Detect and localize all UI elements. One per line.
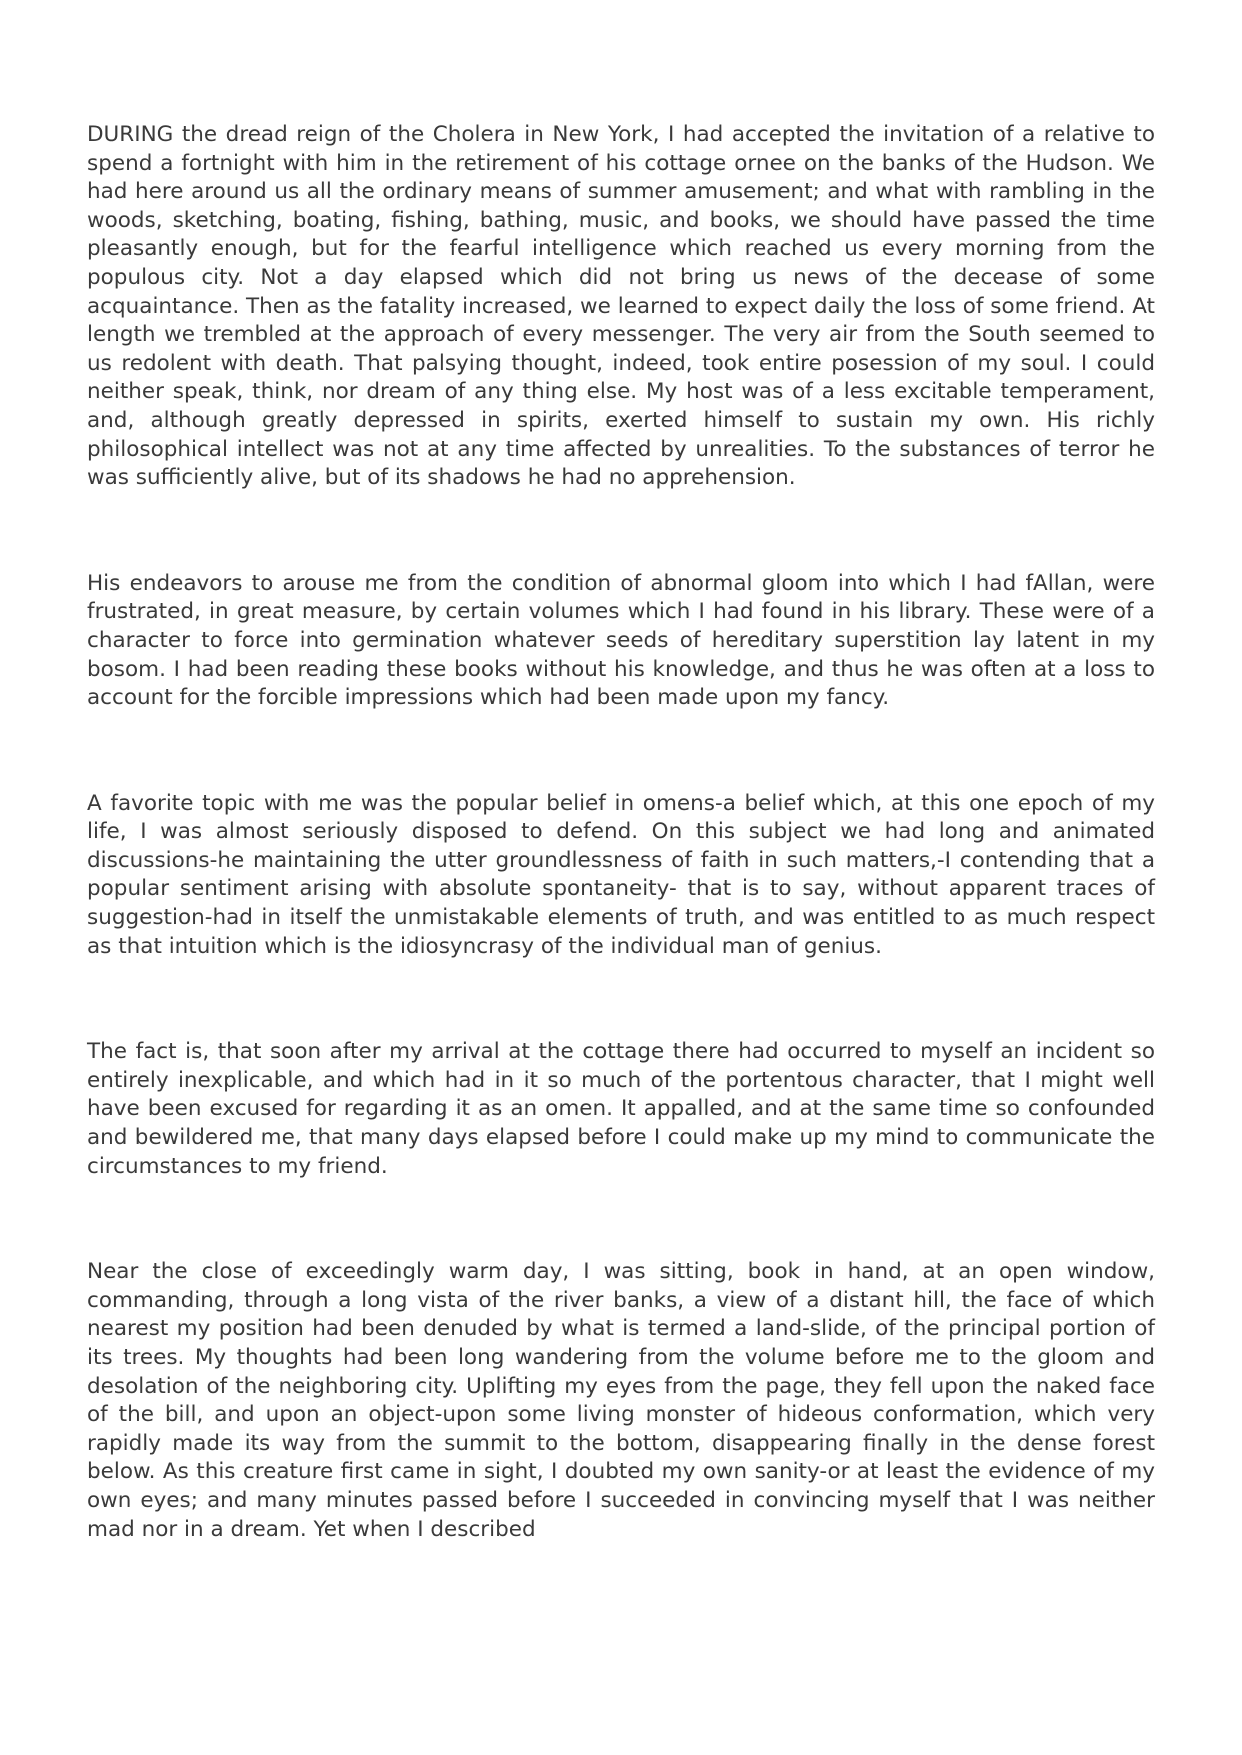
paragraph-5: Near the close of exceedingly warm day, I was sitting, book in hand, at an open window, commanding, through a long vista of the river banks, a view of a distant hill, the face of which nearest my position had been denuded by what is termed a land-slide, of the principal portion of its trees. My thoughts had been long wandering from the volume before me to the gloom and desolation of the neighboring city. Uplifting my eyes from the page, they fell upon the naked face of the bill, and upon an object-upon some living monster of hideous conformation, which very rapidly made its way from the summit to the bottom, disappearing finally in the dense forest below. As this creature first came in sight, I doubted my own sanity-or at least the evidence of my own eyes; and many minutes passed before I succeeded in convincing myself that I was neither mad nor in a dream. Yet when I described <box>87 1259 1155 1542</box>
paragraph-gap <box>87 961 1155 1038</box>
paragraph-gap <box>87 713 1155 790</box>
paragraph-1: DURING the dread reign of the Cholera in New York, I had accepted the invitation of a relative to spend a fortnight with him in the retirement of his cottage ornee on the banks of the Hudson. We had here around us all the ordinary means of summer amusement; and what with rambling in the woods, sketching, boating, fishing, bathing, music, and books, we should have passed the time pleasantly enough, but for the fearful intelligence which reached us every morning from the populous city. Not a day elapsed which did not bring us news of the decease of some acquaintance. Then as the fatality increased, we learned to expect daily the loss of some friend. At length we trembled at the approach of every messenger. The very air from the South seemed to us redolent with death. That palsying thought, indeed, took entire posession of my soul. I could neither speak, think, nor dream of any thing else. My host was of a less excitable temperament, and, although greatly depressed in spirits, exerted himself to sustain my own. His richly philosophical intellect was not at any time affected by unrealities. To the substances of terror he was sufficiently alive, but of its shadows he had no apprehension. <box>87 122 1155 491</box>
paragraph-3: A favorite topic with me was the popular belief in omens-a belief which, at this one epoch of my life, I was almost seriously disposed to defend. On this subject we had long and animated discussions-he maintaining the utter groundlessness of faith in such matters,-I contending that a popular sentiment arising with absolute spontaneity- that is to say, without apparent traces of suggestion-had in itself the unmistakable elements of truth, and was entitled to as much respect as that intuition which is the idiosyncrasy of the individual man of genius. <box>87 790 1155 959</box>
text-column <box>87 121 1155 1544</box>
paragraph-gap <box>87 1181 1155 1258</box>
paragraph-2: His endeavors to arouse me from the condition of abnormal gloom into which I had fAllan, were frustrated, in great measure, by certain volumes which I had found in his library. These were of a character to force into germination whatever seeds of hereditary superstition lay latent in my bosom. I had been reading these books without his knowledge, and thus he was often at a loss to account for the forcible impressions which had been made upon my fancy. <box>87 570 1155 711</box>
paragraph-4: The fact is, that soon after my arrival at the cottage there had occurred to myself an incident so entirely inexplicable, and which had in it so much of the portentous character, that I might well have been excused for regarding it as an omen. It appalled, and at the same time so confounded and bewildered me, that many days elapsed before I could make up my mind to communicate the circumstances to my friend. <box>87 1039 1155 1179</box>
paragraph-gap <box>87 493 1155 570</box>
